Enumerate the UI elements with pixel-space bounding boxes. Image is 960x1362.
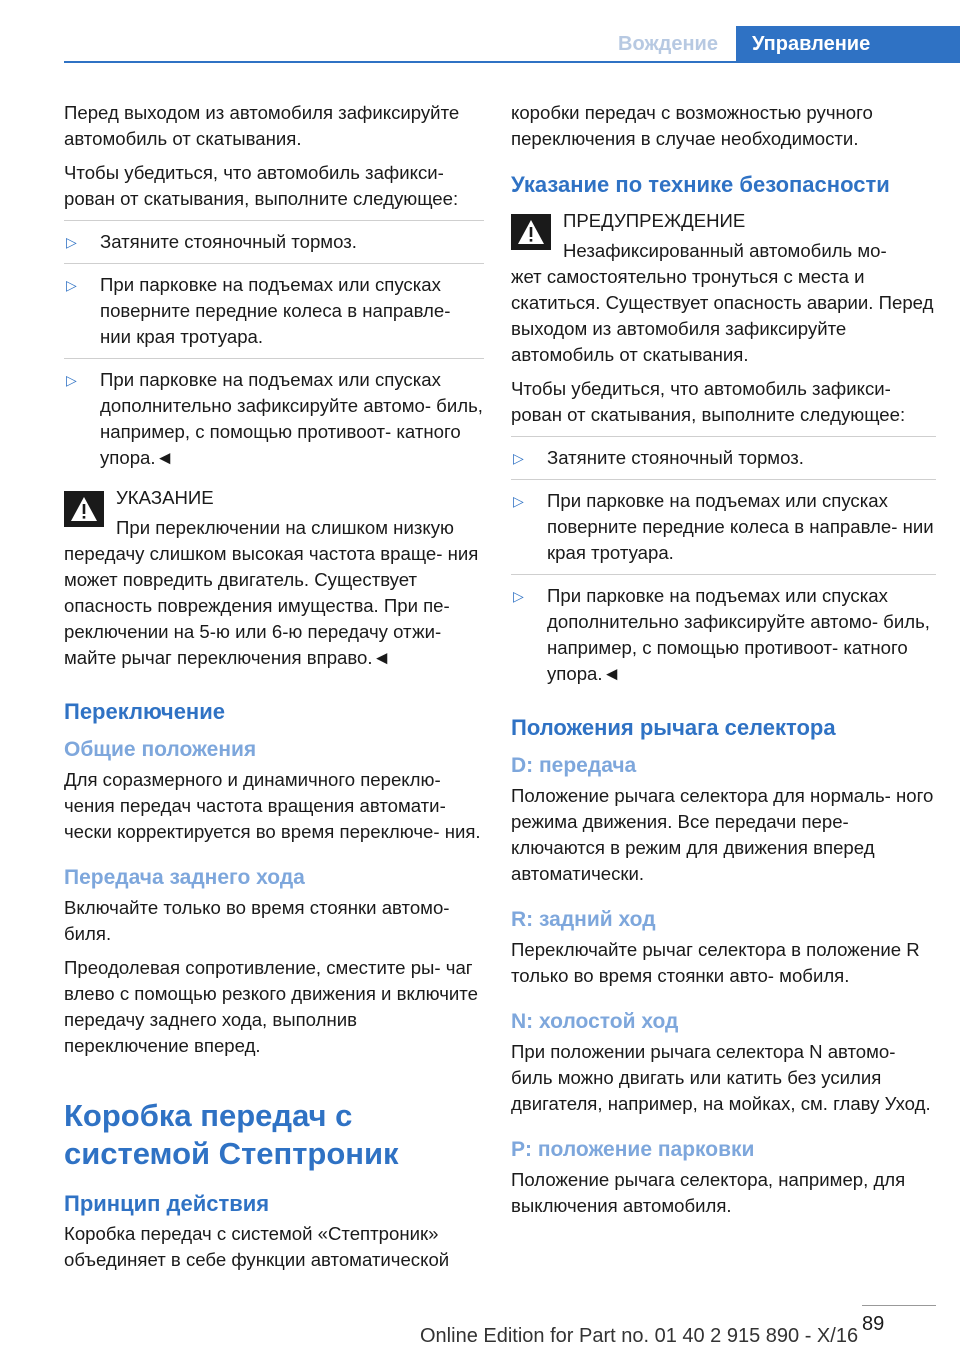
paragraph: Перед выходом из автомобиля зафиксируйте автомобиль от скатывания. [64, 102, 460, 149]
list-item [511, 445, 936, 471]
list-item-text: Затяните стояночный тормоз. [100, 231, 357, 252]
subheading-d: D: передача [511, 754, 637, 777]
list-item-text: Затяните стояночный тормоз. [547, 447, 804, 468]
subheading-general: Общие положения [64, 738, 257, 761]
notice-block [64, 485, 484, 541]
triangle-bullet-icon: ▷ [66, 277, 77, 293]
subheading-reverse: Передача заднего хода [64, 866, 305, 889]
paragraph: Положение рычага селектора для нормаль- ного режима движения. Все передачи пере- ключаются в режим для движения вперед автоматически. [511, 785, 934, 884]
warning-icon [511, 214, 551, 250]
triangle-bullet-icon: ▷ [513, 493, 524, 509]
triangle-bullet-icon: ▷ [513, 450, 524, 466]
page-number: 89 [862, 1313, 885, 1335]
notice-text-continued: передачу слишком высокая частота враще- ния может повредить двигатель. Существует опасность повреждения имущества. При пе- реключении на 5-ю или 6-ю передачу отжи- майте рычаг переключения вправо.◄ [64, 543, 479, 668]
list-item [511, 583, 936, 687]
list-item-text: При парковке на подъемах или спусках дополнительно зафиксируйте автомо- биль, например, с помощью противоот- катного упора.◄ [547, 585, 930, 684]
triangle-bullet-icon: ▷ [66, 234, 77, 250]
divider [511, 574, 936, 575]
chapter-title-steptronic: Коробка передач с системой Стептроник [64, 1098, 399, 1171]
divider [64, 220, 484, 221]
paragraph: коробки передач с возможностью ручного переключения в случае необходимости. [511, 102, 873, 149]
divider [511, 479, 936, 480]
warning-text: Незафиксированный автомобиль мо- [563, 240, 887, 261]
list-item-text: При парковке на подъемах или спусках дополнительно зафиксируйте автомо- биль, например, с помощью противоот- катного упора.◄ [100, 369, 483, 468]
subheading-p: P: положение парковки [511, 1138, 755, 1161]
tab-driving[interactable]: Вождение [618, 33, 718, 55]
paragraph: Включайте только во время стоянки автомо- биля. [64, 897, 450, 944]
section-heading-shift: Переключение [64, 699, 225, 724]
warning-icon [64, 491, 104, 527]
paragraph: Коробка передач с системой «Стептроник» объединяет в себе функции автоматической [64, 1223, 450, 1270]
paragraph: При положении рычага селектора N автомо- биль можно двигать или катить без усилия двигателя, например, на мойках, см. главу Уход. [511, 1041, 931, 1114]
triangle-bullet-icon: ▷ [66, 372, 77, 388]
divider [64, 263, 484, 264]
section-heading-safety: Указание по технике безопасности [511, 172, 890, 197]
notice-text: При переключении на слишком низкую [116, 517, 454, 538]
paragraph: Чтобы убедиться, что автомобиль зафикси- рован от скатывания, выполните следующее: [511, 378, 906, 425]
paragraph: Положение рычага селектора, например, для выключения автомобиля. [511, 1169, 906, 1216]
subheading-r: R: задний ход [511, 908, 656, 931]
triangle-bullet-icon: ▷ [513, 588, 524, 604]
list-item-text: При парковке на подъемах или спусках поверните передние колеса в направле- нии края тротуара. [547, 490, 934, 563]
footer-edition: Online Edition for Part no. 01 40 2 915 890 - X/16 [420, 1325, 859, 1347]
tab-controls[interactable]: Управление [736, 26, 960, 62]
paragraph: Переключайте рычаг селектора в положение R только во время стоянки авто- мобиля. [511, 939, 920, 986]
list-item [64, 229, 484, 255]
section-heading-principle: Принцип действия [64, 1191, 270, 1216]
divider [64, 358, 484, 359]
list-item [64, 367, 484, 471]
paragraph: Чтобы убедиться, что автомобиль зафикси- рован от скатывания, выполните следующее: [64, 162, 459, 209]
left-column [64, 100, 484, 1281]
warning-block [511, 208, 936, 264]
warning-text-continued: жет самостоятельно тронуться с места и скатиться. Существует опасность аварии. Перед выходом из автомобиля зафиксируйте автомобиль от скатывания. [511, 266, 934, 365]
section-heading-positions: Положения рычага селектора [511, 715, 836, 740]
divider [511, 436, 936, 437]
paragraph: Преодолевая сопротивление, сместите ры- чаг влево с помощью резкого движения и включите передачу заднего хода, выполнив переключение вперед. [64, 957, 478, 1056]
notice-title: УКАЗАНИЕ [116, 487, 214, 508]
footer-rule [862, 1305, 936, 1306]
right-column [511, 100, 936, 1227]
paragraph: Для соразмерного и динамичного переклю- чения передач частота вращения автомати- чески корректируется во время переключе- ния. [64, 769, 481, 842]
subheading-n: N: холостой ход [511, 1010, 679, 1033]
list-item [511, 488, 936, 566]
list-item-text: При парковке на подъемах или спусках поверните передние колеса в направле- нии края тротуара. [100, 274, 451, 347]
warning-title: ПРЕДУПРЕЖДЕНИЕ [563, 210, 746, 231]
list-item [64, 272, 484, 350]
